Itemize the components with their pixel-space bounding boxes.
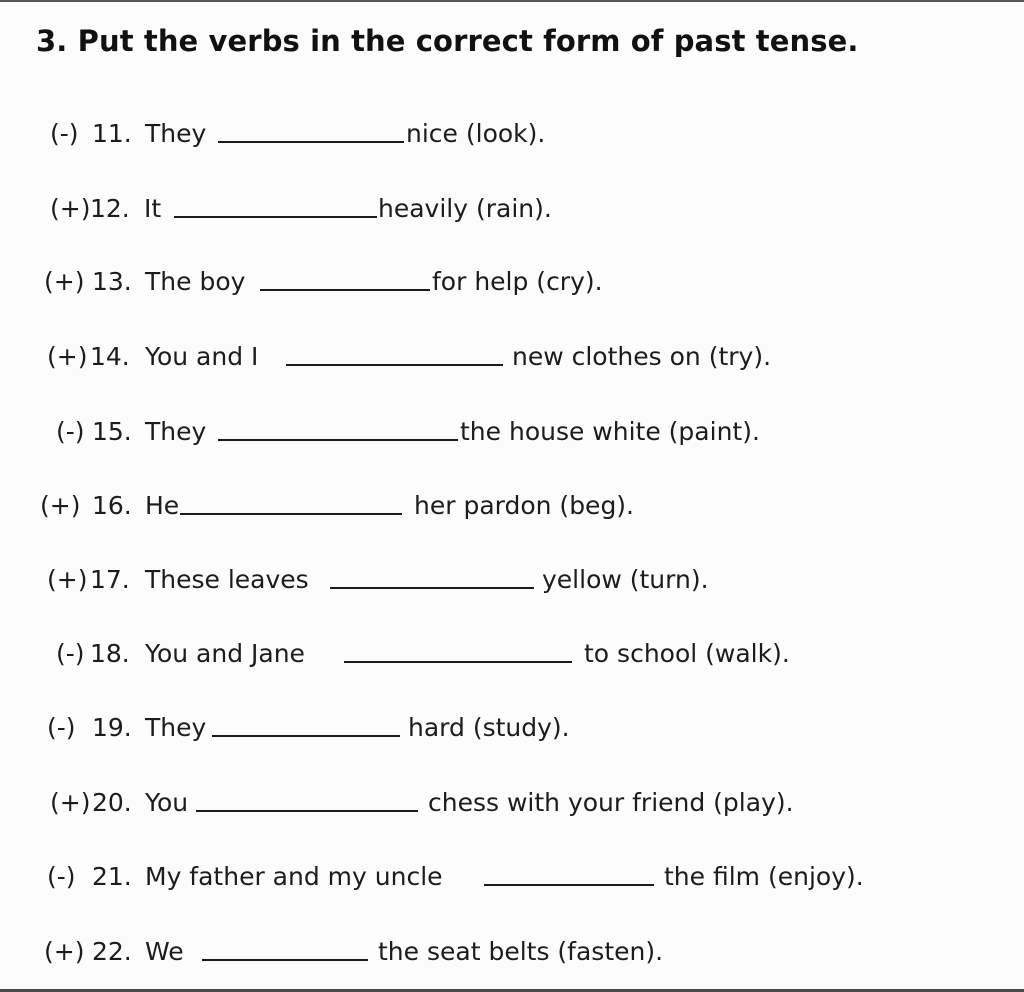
- item-sign: (+): [47, 342, 88, 371]
- answer-blank[interactable]: [174, 216, 377, 218]
- item-number: 21.: [92, 862, 132, 891]
- item-rest: the film (enjoy).: [664, 862, 864, 891]
- item-rest: yellow (turn).: [542, 565, 709, 594]
- item-sign: (+): [50, 194, 91, 223]
- item-subject: The boy: [145, 267, 246, 296]
- item-sign: (-): [47, 713, 76, 742]
- item-rest: nice (look).: [406, 119, 546, 148]
- item-number: 11.: [92, 119, 132, 148]
- item-number: 17.: [90, 565, 130, 594]
- item-sign: (+): [44, 937, 85, 966]
- item-rest: her pardon (beg).: [414, 491, 635, 520]
- answer-blank[interactable]: [344, 661, 572, 663]
- item-sign: (-): [47, 862, 76, 891]
- answer-blank[interactable]: [218, 439, 458, 441]
- item-subject: You: [145, 788, 189, 817]
- item-number: 22.: [92, 937, 132, 966]
- answer-blank[interactable]: [212, 735, 400, 737]
- answer-blank[interactable]: [330, 587, 534, 589]
- item-subject: It: [144, 194, 162, 223]
- item-sign: (-): [50, 119, 79, 148]
- item-rest: the seat belts (fasten).: [378, 937, 664, 966]
- item-rest: for help (cry).: [432, 267, 603, 296]
- item-rest: heavily (rain).: [378, 194, 552, 223]
- item-subject: You and Jane: [145, 639, 305, 668]
- answer-blank[interactable]: [180, 513, 402, 515]
- item-rest: new clothes on (try).: [512, 342, 772, 371]
- item-sign: (+): [44, 267, 85, 296]
- item-number: 20.: [92, 788, 132, 817]
- exercise-title: 3. Put the verbs in the correct form of past tense.: [36, 24, 859, 58]
- answer-blank[interactable]: [286, 364, 503, 366]
- item-sign: (-): [56, 417, 85, 446]
- item-subject: These leaves: [145, 565, 309, 594]
- item-subject: They: [145, 119, 207, 148]
- item-sign: (+): [50, 788, 91, 817]
- item-rest: hard (study).: [408, 713, 570, 742]
- item-number: 13.: [92, 267, 132, 296]
- item-subject: They: [145, 417, 207, 446]
- item-rest: the house white (paint).: [460, 417, 760, 446]
- item-sign: (+): [40, 491, 81, 520]
- item-subject: You and I: [145, 342, 259, 371]
- item-sign: (+): [47, 565, 88, 594]
- answer-blank[interactable]: [202, 959, 368, 961]
- item-number: 12.: [90, 194, 130, 223]
- item-number: 19.: [92, 713, 132, 742]
- item-number: 15.: [92, 417, 132, 446]
- item-sign: (-): [56, 639, 85, 668]
- item-rest: to school (walk).: [584, 639, 790, 668]
- item-rest: chess with your friend (play).: [428, 788, 794, 817]
- item-number: 14.: [90, 342, 130, 371]
- item-subject: They: [145, 713, 207, 742]
- answer-blank[interactable]: [260, 289, 430, 291]
- item-subject: My father and my uncle: [145, 862, 443, 891]
- answer-blank[interactable]: [196, 810, 418, 812]
- item-subject: We: [145, 937, 184, 966]
- answer-blank[interactable]: [484, 884, 654, 886]
- item-number: 16.: [92, 491, 132, 520]
- answer-blank[interactable]: [218, 141, 404, 143]
- item-number: 18.: [90, 639, 130, 668]
- item-subject: He: [145, 491, 180, 520]
